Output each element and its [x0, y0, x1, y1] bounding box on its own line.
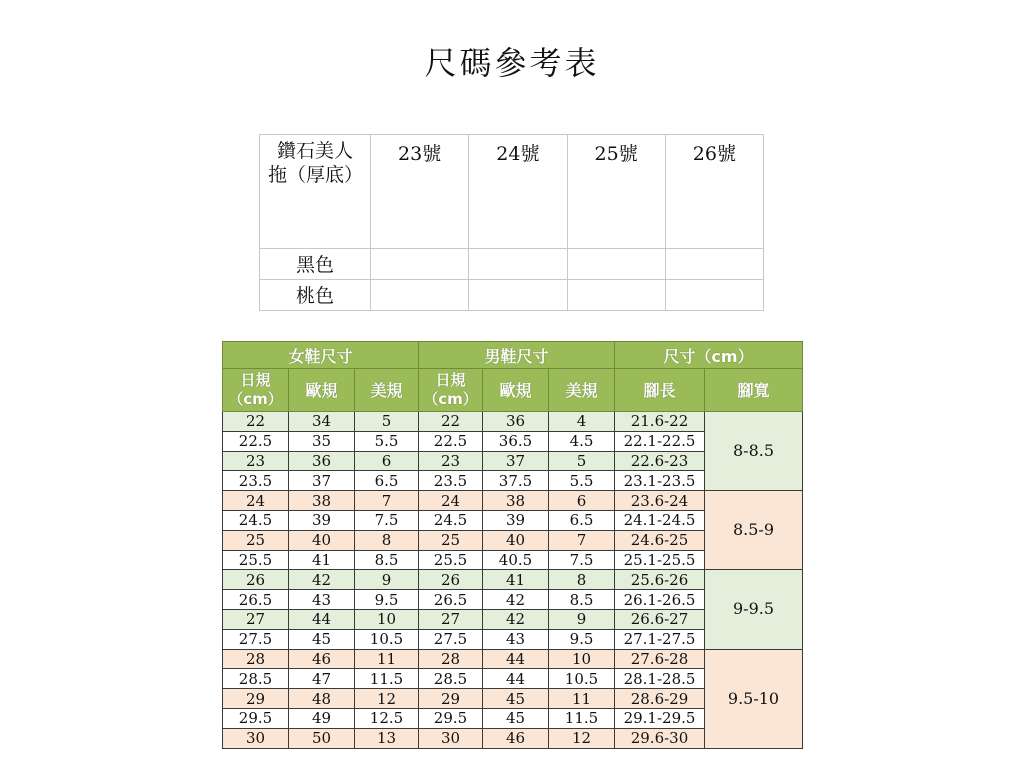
size-cell: 7.5 — [355, 510, 419, 530]
size-cell: 26 — [223, 570, 289, 590]
size-cell: 25.6-26 — [615, 570, 705, 590]
size-cell: 40 — [289, 530, 355, 550]
size-header-cell: 24號 — [469, 135, 567, 249]
size-cell: 41 — [289, 550, 355, 570]
column-header: 腳寬 — [705, 369, 803, 412]
foot-size-header: 尺寸（cm） — [615, 342, 803, 369]
size-cell: 25 — [223, 530, 289, 550]
column-header: 歐規 — [483, 369, 549, 412]
size-cell: 24.6-25 — [615, 530, 705, 550]
size-cell: 29.1-29.5 — [615, 708, 705, 728]
size-cell: 38 — [483, 491, 549, 511]
size-cell: 36 — [483, 412, 549, 432]
size-cell: 48 — [289, 689, 355, 709]
size-cell: 45 — [483, 689, 549, 709]
size-cell: 28.6-29 — [615, 689, 705, 709]
size-cell: 4 — [549, 412, 615, 432]
size-cell: 24.5 — [223, 510, 289, 530]
size-cell: 42 — [483, 609, 549, 629]
size-cell: 8 — [355, 530, 419, 550]
size-cell: 42 — [483, 590, 549, 610]
size-cell: 39 — [483, 510, 549, 530]
size-cell: 27.6-28 — [615, 649, 705, 669]
size-cell: 29.5 — [419, 708, 483, 728]
size-cell: 9.5 — [549, 629, 615, 649]
size-cell: 47 — [289, 669, 355, 689]
size-cell: 12 — [549, 728, 615, 748]
size-cell: 23 — [223, 451, 289, 471]
size-cell: 37 — [483, 451, 549, 471]
size-cell: 6.5 — [549, 510, 615, 530]
size-cell: 36.5 — [483, 431, 549, 451]
color-label-cell: 桃色 — [260, 279, 371, 310]
slipper-size-table — [259, 134, 764, 311]
women-size-header: 女鞋尺寸 — [223, 342, 419, 369]
size-cell: 41 — [483, 570, 549, 590]
column-header: 腳長 — [615, 369, 705, 412]
foot-width-cell: 8-8.5 — [705, 412, 803, 491]
size-cell: 37.5 — [483, 471, 549, 491]
size-cell: 23.5 — [419, 471, 483, 491]
size-cell: 22.1-22.5 — [615, 431, 705, 451]
page-title: 尺碼參考表 — [424, 44, 600, 82]
size-cell: 23.1-23.5 — [615, 471, 705, 491]
size-cell: 22.5 — [419, 431, 483, 451]
size-cell: 25 — [419, 530, 483, 550]
size-chart-table — [222, 341, 803, 749]
size-cell: 29.6-30 — [615, 728, 705, 748]
size-cell: 23 — [419, 451, 483, 471]
size-cell: 49 — [289, 708, 355, 728]
size-cell: 38 — [289, 491, 355, 511]
size-cell: 43 — [289, 590, 355, 610]
size-cell: 5 — [549, 451, 615, 471]
size-cell: 50 — [289, 728, 355, 748]
size-cell: 9 — [355, 570, 419, 590]
size-cell: 37 — [289, 471, 355, 491]
empty-cell — [371, 279, 469, 310]
size-cell: 28.5 — [223, 669, 289, 689]
foot-width-cell: 9.5-10 — [705, 649, 803, 748]
size-cell: 44 — [483, 669, 549, 689]
product-name-cell: 鑽石美人拖（厚底） — [260, 135, 371, 249]
size-cell: 22.6-23 — [615, 451, 705, 471]
size-cell: 27.5 — [223, 629, 289, 649]
size-cell: 8.5 — [355, 550, 419, 570]
size-cell: 6.5 — [355, 471, 419, 491]
size-cell: 25.5 — [223, 550, 289, 570]
foot-width-cell: 8.5-9 — [705, 491, 803, 570]
size-cell: 26.6-27 — [615, 609, 705, 629]
size-cell: 26.5 — [419, 590, 483, 610]
column-header: 美規 — [549, 369, 615, 412]
size-cell: 24 — [419, 491, 483, 511]
size-chart-body — [223, 412, 803, 749]
size-cell: 29.5 — [223, 708, 289, 728]
size-cell: 26.5 — [223, 590, 289, 610]
size-cell: 8 — [549, 570, 615, 590]
column-header: 美規 — [355, 369, 419, 412]
size-cell: 43 — [483, 629, 549, 649]
size-cell: 4.5 — [549, 431, 615, 451]
size-cell: 22 — [223, 412, 289, 432]
size-cell: 44 — [483, 649, 549, 669]
size-cell: 22.5 — [223, 431, 289, 451]
size-header-cell: 25號 — [567, 135, 665, 249]
empty-cell — [371, 248, 469, 279]
size-cell: 10.5 — [549, 669, 615, 689]
size-cell: 24 — [223, 491, 289, 511]
size-cell: 27 — [223, 609, 289, 629]
size-cell: 11 — [355, 649, 419, 669]
size-cell: 5.5 — [549, 471, 615, 491]
size-cell: 29 — [419, 689, 483, 709]
size-cell: 5 — [355, 412, 419, 432]
size-row — [223, 491, 803, 511]
size-cell: 9.5 — [355, 590, 419, 610]
size-cell: 27.1-27.5 — [615, 629, 705, 649]
size-row — [223, 649, 803, 669]
size-cell: 7 — [355, 491, 419, 511]
size-cell: 11.5 — [355, 669, 419, 689]
size-cell: 12.5 — [355, 708, 419, 728]
size-cell: 45 — [483, 708, 549, 728]
size-cell: 27 — [419, 609, 483, 629]
size-cell: 28.5 — [419, 669, 483, 689]
size-cell: 44 — [289, 609, 355, 629]
empty-cell — [469, 279, 567, 310]
size-cell: 24.1-24.5 — [615, 510, 705, 530]
size-row — [223, 570, 803, 590]
size-cell: 23.5 — [223, 471, 289, 491]
foot-width-cell: 9-9.5 — [705, 570, 803, 649]
size-cell: 10 — [549, 649, 615, 669]
size-cell: 25.5 — [419, 550, 483, 570]
empty-cell — [665, 279, 763, 310]
size-cell: 21.6-22 — [615, 412, 705, 432]
size-cell: 40.5 — [483, 550, 549, 570]
size-cell: 5.5 — [355, 431, 419, 451]
size-cell: 26 — [419, 570, 483, 590]
column-header: 日規（cm） — [419, 369, 483, 412]
size-cell: 10 — [355, 609, 419, 629]
size-cell: 36 — [289, 451, 355, 471]
size-cell: 46 — [289, 649, 355, 669]
size-cell: 39 — [289, 510, 355, 530]
size-cell: 29 — [223, 689, 289, 709]
size-cell: 22 — [419, 412, 483, 432]
size-cell: 28 — [223, 649, 289, 669]
size-cell: 26.1-26.5 — [615, 590, 705, 610]
size-row — [223, 412, 803, 432]
size-header-cell: 26號 — [665, 135, 763, 249]
size-cell: 35 — [289, 431, 355, 451]
empty-cell — [469, 248, 567, 279]
size-header-cell: 23號 — [371, 135, 469, 249]
size-cell: 7 — [549, 530, 615, 550]
size-cell: 25.1-25.5 — [615, 550, 705, 570]
size-cell: 28.1-28.5 — [615, 669, 705, 689]
size-cell: 10.5 — [355, 629, 419, 649]
empty-cell — [567, 279, 665, 310]
size-cell: 11.5 — [549, 708, 615, 728]
size-cell: 12 — [355, 689, 419, 709]
size-cell: 6 — [355, 451, 419, 471]
size-cell: 30 — [419, 728, 483, 748]
size-cell: 27.5 — [419, 629, 483, 649]
size-cell: 28 — [419, 649, 483, 669]
size-cell: 13 — [355, 728, 419, 748]
empty-cell — [567, 248, 665, 279]
size-cell: 8.5 — [549, 590, 615, 610]
size-cell: 23.6-24 — [615, 491, 705, 511]
size-cell: 45 — [289, 629, 355, 649]
color-label-cell: 黑色 — [260, 248, 371, 279]
size-cell: 24.5 — [419, 510, 483, 530]
column-header: 日規（cm） — [223, 369, 289, 412]
size-cell: 30 — [223, 728, 289, 748]
size-cell: 7.5 — [549, 550, 615, 570]
size-cell: 9 — [549, 609, 615, 629]
column-header: 歐規 — [289, 369, 355, 412]
size-cell: 11 — [549, 689, 615, 709]
empty-cell — [665, 248, 763, 279]
men-size-header: 男鞋尺寸 — [419, 342, 615, 369]
size-cell: 34 — [289, 412, 355, 432]
size-cell: 46 — [483, 728, 549, 748]
size-cell: 40 — [483, 530, 549, 550]
size-cell: 6 — [549, 491, 615, 511]
size-cell: 42 — [289, 570, 355, 590]
